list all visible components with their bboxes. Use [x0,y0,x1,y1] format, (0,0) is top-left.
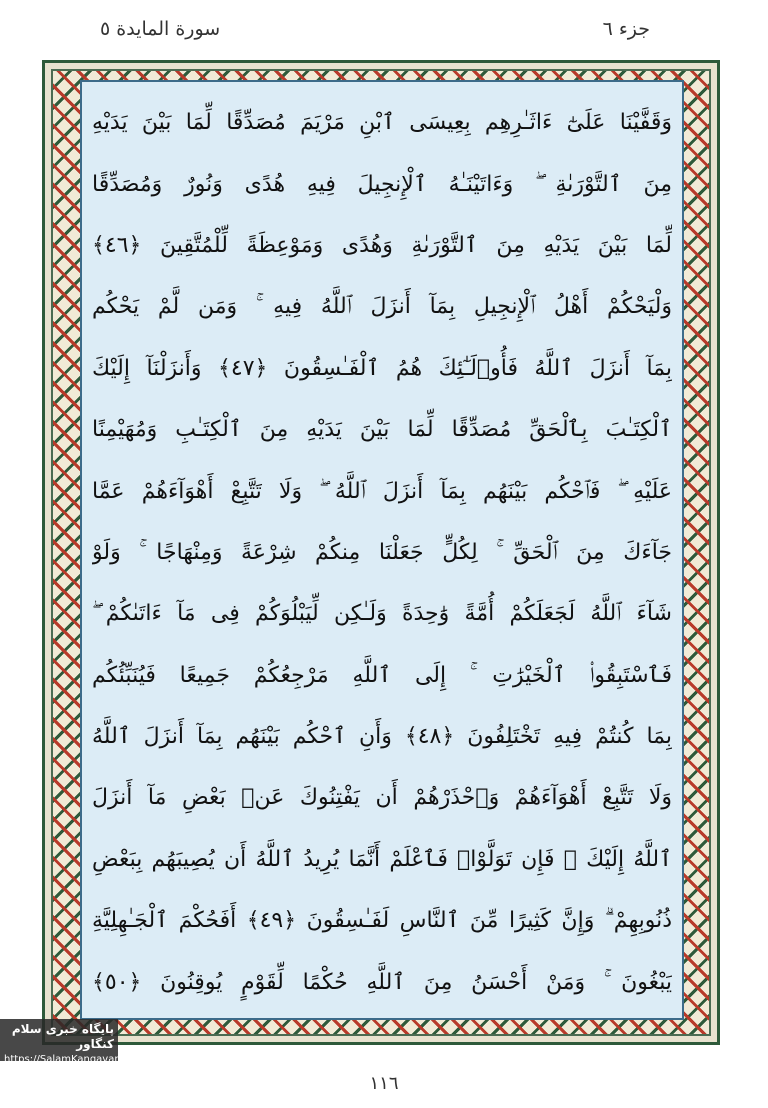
surah-label: سورة المايدة ٥ [100,18,221,40]
quran-text [92,92,672,1012]
text-line: ٱلْكِتَـٰبَ بِٱلْحَقِّ مُصَدِّقًا لِّمَا بَيْنَ يَدَيْهِ مِنَ ٱلْكِتَـٰبِ وَمُهَيْمِنًا [92,417,672,443]
watermark-title: پایگاه خبری سلام کنگاور [11,1022,114,1051]
page-number: ١١٦ [369,1073,399,1094]
text-line: عَلَيْهِ ۖ فَٱحْكُم بَيْنَهُم بِمَآ أَنزَلَ ٱللَّهُ ۖ وَلَا تَتَّبِعْ أَهْوَآءَهُمْ عَمَّا [92,478,672,504]
page-header [100,18,660,48]
text-line: فَٱسْتَبِقُوا۟ ٱلْخَيْرَٰتِ ۚ إِلَى ٱللَّهِ مَرْجِعُكُمْ جَمِيعًا فَيُنَبِّئُكُم [92,662,672,688]
text-line: وَقَفَّيْنَا عَلَىٰٓ ءَاثَـٰرِهِم بِعِيسَى ٱبْنِ مَرْيَمَ مُصَدِّقًا لِّمَا بَيْنَ يَدَيْهِ [92,110,672,136]
text-line: ٱللَّهُ إِلَيْكَ ۖ فَإِن تَوَلَّوْا۟ فَٱعْلَمْ أَنَّمَا يُرِيدُ ٱللَّهُ أَن يُصِيبَهُم بِبَعْضِ [92,846,672,872]
text-line: بِمَآ أَنزَلَ ٱللَّهُ فَأُو۟لَـٰٓئِكَ هُمُ ٱلْفَـٰسِقُونَ ﴿٤٧﴾ وَأَنزَلْنَآ إِلَيْكَ [92,355,672,381]
text-line: بِمَا كُنتُمْ فِيهِ تَخْتَلِفُونَ ﴿٤٨﴾ وَأَنِ ٱحْكُم بَيْنَهُم بِمَآ أَنزَلَ ٱللَّهُ [92,724,672,750]
text-line: ذُنُوبِهِمْ ۗ وَإِنَّ كَثِيرًا مِّنَ ٱلنَّاسِ لَفَـٰسِقُونَ ﴿٤٩﴾ أَفَحُكْمَ ٱلْجَـٰهِلِيَّةِ [92,908,672,934]
text-line: وَلْيَحْكُمْ أَهْلُ ٱلْإِنجِيلِ بِمَآ أَنزَلَ ٱللَّهُ فِيهِ ۚ وَمَن لَّمْ يَحْكُم [92,294,672,320]
text-line: لِّمَا بَيْنَ يَدَيْهِ مِنَ ٱلتَّوْرَىٰةِ وَهُدًى وَمَوْعِظَةً لِّلْمُتَّقِينَ ﴿٤٦﴾ [92,232,672,258]
watermark-url: https://SalamKangavar.ir [4,1054,128,1065]
text-line: جَآءَكَ مِنَ ٱلْحَقِّ ۚ لِكُلٍّ جَعَلْنَا مِنكُمْ شِرْعَةً وَمِنْهَاجًا ۚ وَلَوْ [92,539,672,565]
watermark [0,1019,128,1065]
juz-label: جزء ٦ [602,18,650,40]
text-line: مِنَ ٱلتَّوْرَىٰةِ ۖ وَءَاتَيْنَـٰهُ ٱلْإِنجِيلَ فِيهِ هُدًى وَنُورٌ وَمُصَدِّقًا [92,171,672,197]
text-line: يَبْغُونَ ۚ وَمَنْ أَحْسَنُ مِنَ ٱللَّهِ حُكْمًا لِّقَوْمٍ يُوقِنُونَ ﴿٥٠﴾ [92,969,672,995]
text-line: وَلَا تَتَّبِعْ أَهْوَآءَهُمْ وَٱحْذَرْهُمْ أَن يَفْتِنُوكَ عَنۢ بَعْضِ مَآ أَنزَلَ [92,785,672,811]
text-line: شَآءَ ٱللَّهُ لَجَعَلَكُمْ أُمَّةً وَٰحِدَةً وَلَـٰكِن لِّيَبْلُوَكُمْ فِى مَآ ءَاتَىٰكُمْ ۖ [92,601,672,627]
